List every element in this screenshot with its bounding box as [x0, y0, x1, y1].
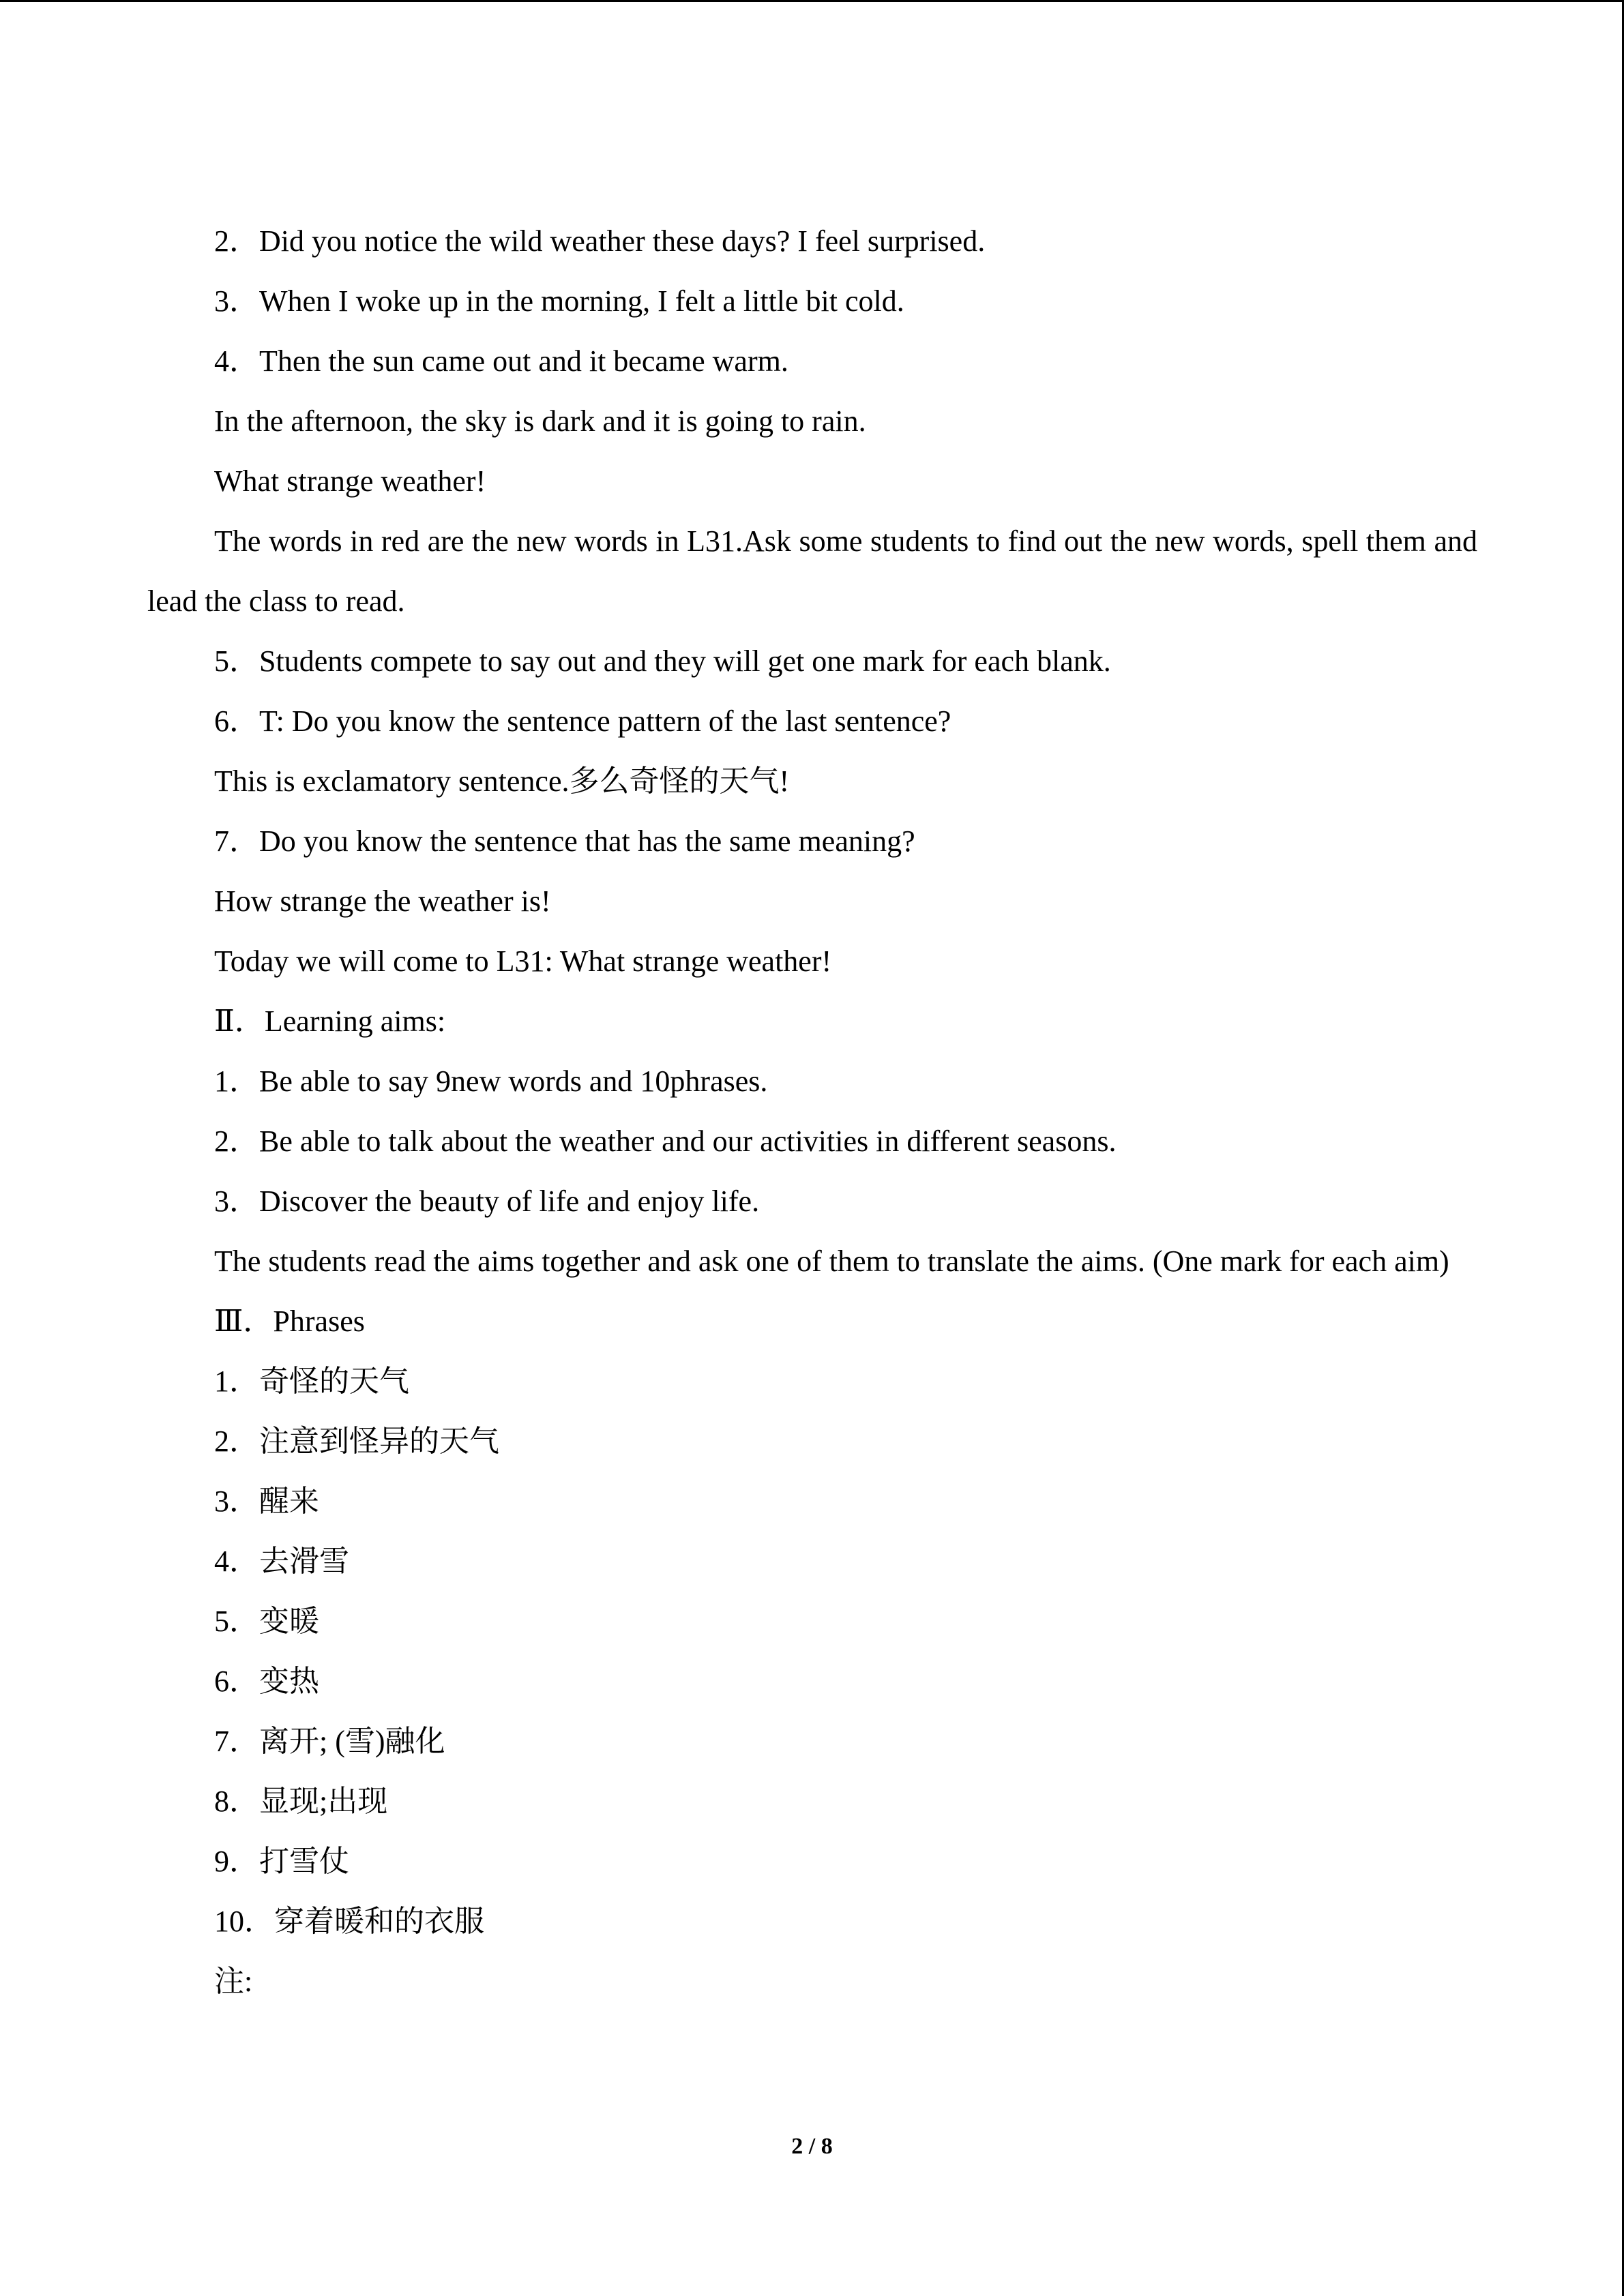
- list-item: 2．注意到怪异的天气: [214, 1425, 499, 1458]
- list-item: 6．变热: [214, 1665, 319, 1698]
- list-item: 2．Be able to talk about the weather and our activities in different seasons.: [214, 1124, 1117, 1158]
- text-line: 6．T: Do you know the sentence pattern of the last sentence?: [214, 704, 951, 738]
- document-body: [147, 211, 1477, 2012]
- list-item: 8．显现;出现: [214, 1785, 388, 1818]
- text-line: 5．Students compete to say out and they will get one mark for each blank.: [214, 644, 1111, 678]
- text-line: Today we will come to L31: What strange weather!: [214, 944, 832, 978]
- section-heading: Ⅲ．Phrases: [214, 1304, 365, 1338]
- list-item: 4．去滑雪: [214, 1545, 349, 1578]
- paragraph-aims: The students read the aims together and ask one of them to translate the aims. (One mark for each aim): [214, 1244, 1449, 1278]
- text-line: 4．Then the sun came out and it became warm.: [214, 344, 788, 378]
- section-heading: Ⅱ．Learning aims:: [214, 1004, 446, 1038]
- text-line: 7．Do you know the sentence that has the same meaning?: [214, 824, 915, 858]
- list-item: 1．Be able to say 9new words and 10phrases.: [214, 1064, 768, 1098]
- note-label: 注:: [214, 1965, 253, 1998]
- list-item: 1．奇怪的天气: [214, 1365, 409, 1398]
- text-line: 2．Did you notice the wild weather these days? I feel surprised.: [214, 224, 986, 258]
- list-item: 9．打雪仗: [214, 1845, 349, 1878]
- page-number: 2 / 8: [791, 2134, 833, 2159]
- list-item: 3．Discover the beauty of life and enjoy life.: [214, 1184, 760, 1218]
- text-line: In the afternoon, the sky is dark and it is going to rain.: [214, 404, 866, 438]
- text-line: How strange the weather is!: [214, 884, 551, 918]
- list-item: 7．离开; (雪)融化: [214, 1725, 445, 1758]
- text-line: 3．When I woke up in the morning, I felt a little bit cold.: [214, 284, 904, 318]
- list-item: 10．穿着暖和的衣服: [214, 1905, 484, 1938]
- list-item: 5．变暖: [214, 1605, 319, 1638]
- list-item: 3．醒来: [214, 1485, 319, 1518]
- text-line: This is exclamatory sentence.多么奇怪的天气!: [214, 764, 790, 798]
- text-line: What strange weather!: [214, 464, 486, 498]
- paragraph-new-words: The words in red are the new words in L31.Ask some students to find out the new words, spell them and lead the class to read.: [147, 524, 1477, 618]
